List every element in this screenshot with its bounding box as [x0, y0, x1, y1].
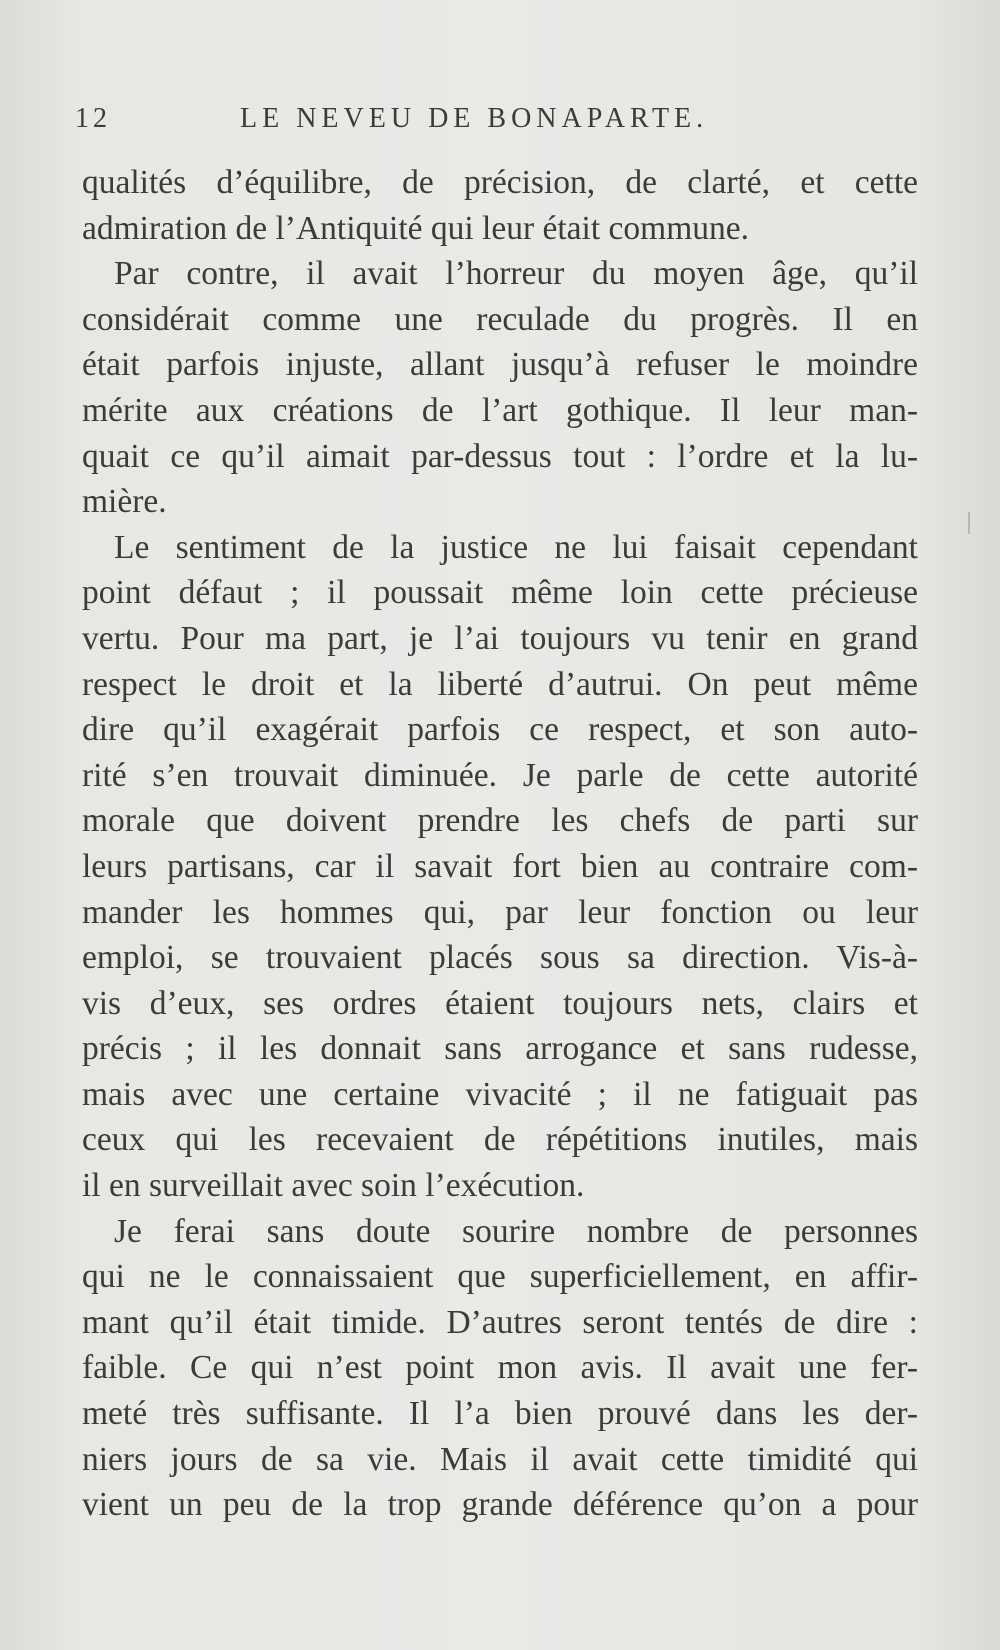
text-line: mais avec une certaine vivacité ; il ne fatiguait pas	[82, 1075, 918, 1113]
text-line: qui ne le connaissaient que superficiellement, en affir-	[82, 1258, 918, 1296]
text-line: mière.	[82, 483, 167, 521]
text-line: il en surveillait avec soin l’exécution.	[82, 1167, 585, 1205]
text-line: mander les hommes qui, par leur fonction ou leur	[82, 893, 918, 931]
text-line: emploi, se trouvaient placés sous sa direction. Vis-à-	[82, 939, 918, 977]
text-line: point défaut ; il poussait même loin cette précieuse	[82, 574, 918, 612]
text-line: leurs partisans, car il savait fort bien au contraire com-	[82, 847, 918, 885]
text-line: ceux qui les recevaient de répétitions inutiles, mais	[82, 1121, 918, 1159]
body-text	[82, 160, 918, 1528]
text-line: mérite aux créations de l’art gothique. Il leur man-	[82, 391, 918, 429]
running-title: LE NEVEU DE BONAPARTE.	[240, 103, 709, 134]
text-line: vis d’eux, ses ordres étaient toujours nets, clairs et	[82, 984, 918, 1022]
paragraph-first-line: Le sentiment de la justice ne lui faisait cependant	[114, 528, 918, 566]
text-line: mant qu’il était timide. D’autres seront tentés de dire :	[82, 1303, 918, 1341]
text-line: morale que doivent prendre les chefs de parti sur	[82, 802, 918, 840]
text-line: dire qu’il exagérait parfois ce respect, et son auto-	[82, 711, 918, 749]
paragraph-first-line: Je ferai sans doute sourire nombre de personnes	[114, 1212, 918, 1250]
text-line: rité s’en trouvait diminuée. Je parle de cette autorité	[82, 756, 918, 794]
text-line: quait ce qu’il aimait par-dessus tout : l’ordre et la lu-	[82, 437, 918, 475]
text-line: précis ; il les donnait sans arrogance et sans rudesse,	[82, 1030, 918, 1068]
paragraph-first-line: Par contre, il avait l’horreur du moyen âge, qu’il	[114, 255, 918, 293]
text-line: faible. Ce qui n’est point mon avis. Il avait une fer-	[82, 1349, 918, 1387]
text-line: respect le droit et la liberté d’autrui. On peut même	[82, 665, 918, 703]
page-number: 12	[75, 103, 111, 134]
margin-mark	[968, 512, 970, 534]
text-line: niers jours de sa vie. Mais il avait cette timidité qui	[82, 1440, 918, 1478]
text-line: qualités d’équilibre, de précision, de clarté, et cette	[82, 164, 918, 201]
text-line: vertu. Pour ma part, je l’ai toujours vu tenir en grand	[82, 619, 918, 657]
text-line: vient un peu de la trop grande déférence qu’on a pour	[82, 1486, 918, 1524]
running-head	[75, 103, 925, 143]
text-line: admiration de l’Antiquité qui leur était commune.	[82, 209, 750, 247]
text-line: meté très suffisante. Il l’a bien prouvé dans les der-	[82, 1395, 918, 1433]
text-line: était parfois injuste, allant jusqu’à refuser le moindre	[82, 346, 918, 384]
text-line: considérait comme une reculade du progrès. Il en	[82, 300, 918, 338]
